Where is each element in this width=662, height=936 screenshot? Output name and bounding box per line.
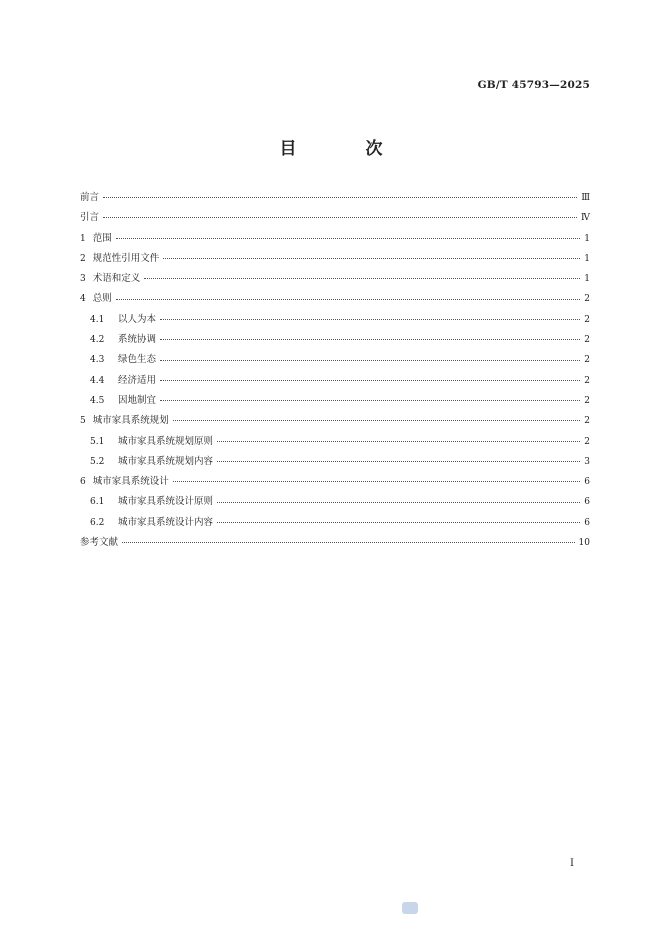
toc-entry-page: 2 [584,335,590,346]
toc-entry-label: 城市家具系统设计内容 [118,516,214,528]
dot-leader [116,298,580,300]
dot-leader [217,460,580,462]
standard-code: GB/T 45793—2025 [477,79,590,91]
dot-leader [217,440,580,442]
dot-leader [122,541,575,543]
watermark-logo [402,902,418,914]
toc-entry-page: Ⅲ [581,193,590,203]
toc-entry-page: 2 [584,375,590,386]
table-of-contents [80,188,590,553]
dot-leader [103,196,577,198]
toc-entry-number: 4.5 [90,395,105,406]
toc-entry-page: 2 [584,416,590,427]
toc-entry-page: 6 [584,477,590,488]
toc-entry[interactable] [80,188,590,208]
toc-entry-label: 引言 [80,212,100,224]
toc-entry-label: 城市家具系统设计 [92,476,169,488]
toc-entry-label: 因地制宜 [118,394,157,406]
dot-leader [160,318,580,320]
dot-leader [160,338,580,340]
toc-entry-page: 2 [584,436,590,447]
toc-entry-label: 城市家具系统设计原则 [118,496,214,508]
dot-leader [160,379,580,381]
toc-entry-label: 绿色生态 [118,354,157,366]
toc-entry[interactable] [80,310,590,330]
dot-leader [217,521,580,523]
toc-entry-label: 术语和定义 [92,273,141,285]
toc-entry-page: 2 [584,294,590,305]
toc-entry-label: 经济适用 [118,374,157,386]
toc-entry-number: 4.1 [90,314,105,325]
toc-entry[interactable] [80,432,590,452]
toc-entry-number: 2 [80,253,86,264]
dot-leader [217,501,580,503]
toc-title: 目 次 [279,139,409,159]
toc-entry-number: 3 [80,274,86,285]
toc-entry-label: 范围 [92,232,112,244]
toc-entry-label: 参考文献 [80,537,119,549]
toc-entry-label: 规范性引用文件 [92,252,160,264]
dot-leader [173,419,580,421]
toc-entry-page: 2 [584,395,590,406]
toc-entry-number: 1 [80,233,86,244]
toc-entry-page: 3 [584,456,590,467]
toc-entry-number: 4.3 [90,355,105,366]
toc-entry-label: 前言 [80,192,100,203]
toc-entry-number: 6.1 [90,497,105,508]
toc-entry-page: 6 [584,497,590,508]
toc-entry[interactable] [80,411,590,431]
toc-entry[interactable] [80,391,590,411]
toc-entry-label: 总则 [92,293,112,305]
toc-entry-page: 1 [584,253,590,264]
dot-leader [103,216,577,218]
toc-entry-page: Ⅳ [581,213,590,224]
toc-entry-number: 6 [80,477,86,488]
toc-entry-number: 6.2 [90,517,105,528]
toc-entry-page: 2 [584,314,590,325]
toc-entry[interactable] [80,533,590,553]
dot-leader [116,237,580,239]
dot-leader [173,480,580,482]
dot-leader [160,399,580,401]
toc-entry-number: 5.1 [90,436,105,447]
toc-entry-number: 4.4 [90,375,105,386]
toc-entry-page: 1 [584,233,590,244]
toc-entry[interactable] [80,371,590,391]
toc-entry[interactable] [80,513,590,533]
toc-entry-label: 以人为本 [118,313,157,325]
dot-leader [144,277,580,279]
toc-entry-number: 4 [80,294,86,305]
toc-entry-label: 城市家具系统规划内容 [118,455,214,467]
toc-entry[interactable] [80,350,590,370]
toc-entry[interactable] [80,269,590,289]
toc-entry-number: 5 [80,416,86,427]
toc-entry[interactable] [80,330,590,350]
toc-entry-number: 4.2 [90,335,105,346]
toc-entry-page: 10 [578,538,590,549]
toc-entry-page: 2 [584,355,590,366]
toc-entry[interactable] [80,229,590,249]
toc-entry[interactable] [80,492,590,512]
toc-entry-page: 6 [584,517,590,528]
toc-entry-label: 城市家具系统规划 [92,415,169,427]
toc-entry[interactable] [80,452,590,472]
page-number: I [570,858,574,869]
toc-entry[interactable] [80,208,590,228]
toc-entry[interactable] [80,289,590,309]
dot-leader [160,359,580,361]
toc-entry[interactable] [80,249,590,269]
dot-leader [163,257,580,259]
toc-entry-number: 5.2 [90,456,105,467]
toc-entry-page: 1 [584,274,590,285]
toc-entry[interactable] [80,472,590,492]
toc-entry-label: 系统协调 [118,334,157,346]
toc-entry-label: 城市家具系统规划原则 [118,435,214,447]
